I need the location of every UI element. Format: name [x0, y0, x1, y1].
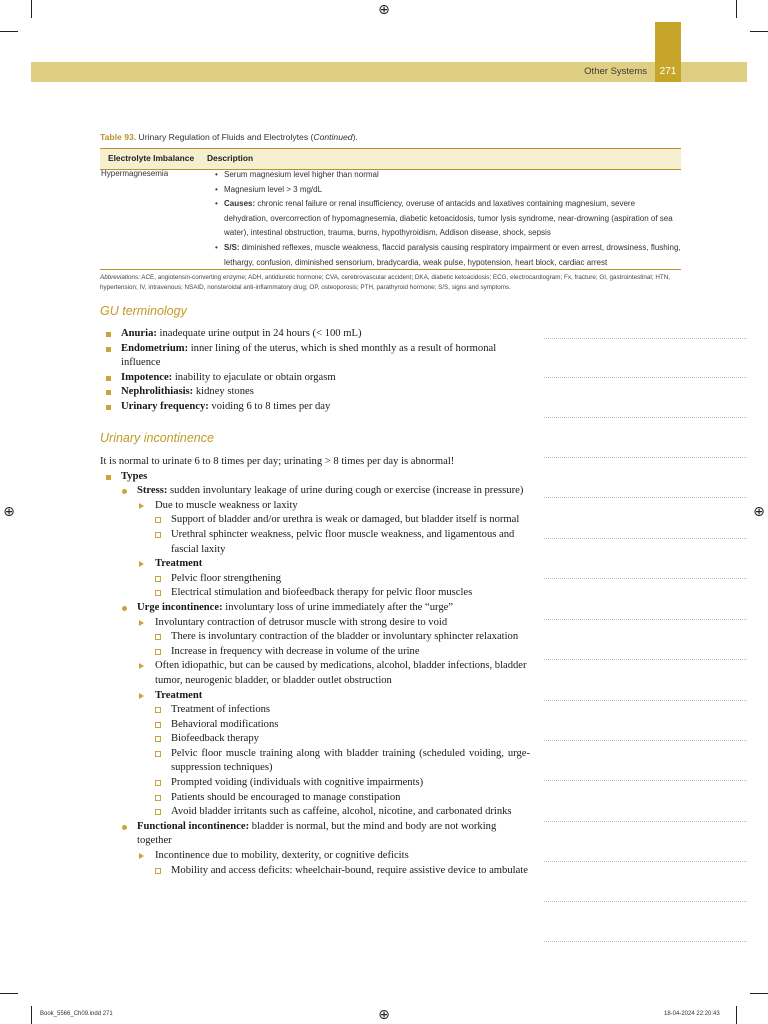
list-item: Urinary frequency: voiding 6 to 8 times per day [100, 400, 530, 415]
list-item: Prompted voiding (individuals with cognitive impairments) [100, 776, 530, 791]
margin-note-rule [544, 861, 747, 862]
list-item: Types [100, 470, 530, 485]
list-item: Behavioral modifications [100, 718, 530, 733]
list-item: Treatment [100, 689, 530, 704]
margin-note-rule [544, 780, 747, 781]
list-item: Biofeedback therapy [100, 732, 530, 747]
list-item: Involuntary contraction of detrusor muscle with strong desire to void [100, 616, 530, 631]
table-col-header: Electrolyte Imbalance [108, 153, 195, 163]
table-description-list [215, 168, 681, 270]
table-row-name: Hypermagnesemia [101, 169, 169, 178]
registration-mark-icon: ⊕ [3, 504, 15, 520]
list-item: Pelvic floor strengthening [100, 572, 530, 587]
list-item: Mobility and access deficits: wheelchair-bound, require assistive device to ambulate [100, 864, 530, 879]
margin-note-rule [544, 578, 747, 579]
margin-note-rule [544, 457, 747, 458]
registration-mark-icon: ⊕ [378, 2, 390, 18]
crop-mark [750, 993, 768, 994]
list-item: Nephrolithiasis: kidney stones [100, 385, 530, 400]
registration-mark-icon: ⊕ [378, 1007, 390, 1023]
table-bottom-rule [100, 269, 681, 270]
margin-note-rule [544, 821, 747, 822]
list-item: Functional incontinence: bladder is normal, but the mind and body are not working together [100, 820, 530, 849]
table-caption-italic: Continued [313, 132, 353, 142]
list-item: Urethral sphincter weakness, pelvic floor muscle weakness, and ligamentous and fascial laxity [100, 528, 530, 557]
crop-mark [0, 31, 18, 32]
section-title-urinary-incontinence: Urinary incontinence [100, 431, 214, 445]
urinary-incontinence-content [100, 455, 530, 878]
list-item: Endometrium: inner lining of the uterus, which is shed monthly as a result of hormonal influence [100, 342, 530, 371]
margin-note-rule [544, 417, 747, 418]
list-item: Electrical stimulation and biofeedback therapy for pelvic floor muscles [100, 586, 530, 601]
margin-note-rule [544, 740, 747, 741]
running-header-section: Other Systems [584, 66, 647, 77]
table-caption-end: ). [352, 132, 358, 142]
margin-note-rule [544, 941, 747, 942]
margin-note-rule [544, 497, 747, 498]
table-description-item: • Causes: chronic renal failure or renal insufficiency, overuse of antacids and laxatives containing magnesium, severe dehydration, overcorrection of hypomagnesemia, diabetic ketoacidosis, tumor lysis syndrome, near-drowning (aspiration of sea water), intestinal obstruction, trauma, burns, hypothyroidism, Addison disease, shock, sepsis [215, 197, 681, 241]
page-number: 271 [659, 66, 677, 77]
margin-note-rule [544, 338, 747, 339]
table-description-item: • Magnesium level > 3 mg/dL [215, 183, 681, 198]
list-item: Pelvic floor muscle training along with bladder training (scheduled voiding, urge-suppression techniques) [100, 747, 530, 776]
crop-mark [31, 0, 32, 18]
margin-note-rule [544, 901, 747, 902]
table-description-item: • Serum magnesium level higher than normal [215, 168, 681, 183]
margin-note-rule [544, 659, 747, 660]
table-number: Table 93. [100, 132, 137, 142]
list-item: Increase in frequency with decrease in volume of the urine [100, 645, 530, 660]
crop-mark [736, 0, 737, 18]
list-item: Urge incontinence: involuntary loss of urine immediately after the “urge” [100, 601, 530, 616]
table-col-header: Description [207, 153, 254, 163]
table-abbreviations: Abbreviations: ACE, angiotensin-converting enzyme; ADH, antidiuretic hormone; CVA, cerebrovascular accident; DKA, diabetic ketoacidosis; ECG, electrocardiogram; Fx, fracture; GI, gastrointestinal; HTN, hypertension; IV, intravenous; NSAID, nonsteroidal anti-inflammatory drug; OP, osteoporosis; PTH, parathyroid hormone; S/S, signs and symptoms. [100, 274, 671, 291]
list-item: Anuria: inadequate urine output in 24 hours (< 100 mL) [100, 327, 530, 342]
list-item: Due to muscle weakness or laxity [100, 499, 530, 514]
table-caption-text: Urinary Regulation of Fluids and Electrolytes ( [138, 132, 314, 142]
list-item: Often idiopathic, but can be caused by medications, alcohol, bladder infections, bladder tumor, neurogenic bladder, or bladder outlet obstruction [100, 659, 530, 688]
list-item: Incontinence due to mobility, dexterity, or cognitive deficits [100, 849, 530, 864]
list-item: Treatment [100, 557, 530, 572]
table-caption [100, 132, 358, 142]
list-item: Impotence: inability to ejaculate or obtain orgasm [100, 371, 530, 386]
table-header [100, 148, 681, 170]
footer-timestamp: 18-04-2024 22:20:43 [664, 1011, 720, 1017]
section-title-gu-terminology: GU terminology [100, 304, 187, 318]
list-item: Stress: sudden involuntary leakage of urine during cough or exercise (increase in pressure) [100, 484, 530, 499]
margin-note-rule [544, 700, 747, 701]
crop-mark [750, 31, 768, 32]
list-item: There is involuntary contraction of the bladder or involuntary sphincter relaxation [100, 630, 530, 645]
table-description-item: • S/S: diminished reflexes, muscle weakness, flaccid paralysis causing respiratory impairment or even arrest, drowsiness, flushing, lethargy, confusion, diminished sensorium, bradycardia, weak pulse, hypotension, heart block, cardiac arrest [215, 241, 681, 270]
gu-terminology-list [100, 327, 530, 415]
crop-mark [31, 1006, 32, 1024]
crop-mark [736, 1006, 737, 1024]
margin-note-rule [544, 538, 747, 539]
intro-paragraph: It is normal to urinate 6 to 8 times per day; urinating > 8 times per day is abnormal! [100, 456, 455, 467]
crop-mark [0, 993, 18, 994]
list-item: Treatment of infections [100, 703, 530, 718]
list-item: Support of bladder and/or urethra is weak or damaged, but bladder itself is normal [100, 513, 530, 528]
registration-mark-icon: ⊕ [753, 504, 765, 520]
list-item: Avoid bladder irritants such as caffeine, alcohol, nicotine, and carbonated drinks [100, 805, 530, 820]
list-item: Patients should be encouraged to manage constipation [100, 791, 530, 806]
footer-file-slug: Book_5566_Ch09.indd 271 [40, 1011, 113, 1017]
margin-note-rule [544, 377, 747, 378]
margin-note-rule [544, 619, 747, 620]
